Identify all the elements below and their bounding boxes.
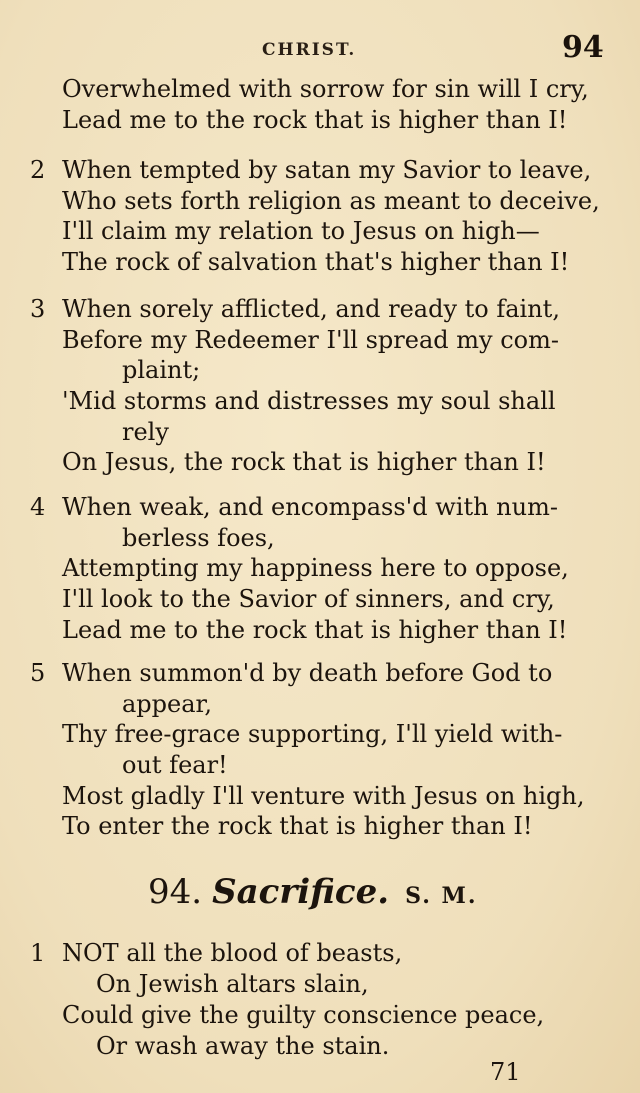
verse-line: 'Mid storms and distresses my soul shall	[62, 387, 556, 415]
verse-number: 1	[30, 939, 46, 967]
verse-line: plaint;	[122, 356, 201, 384]
verse-line: On Jewish altars slain,	[96, 970, 369, 998]
verse-line: out fear!	[122, 751, 228, 779]
verse-line: berless foes,	[122, 524, 275, 552]
verse-line: When weak, and encompass'd with num-	[62, 493, 558, 521]
verse-line: Lead me to the rock that is higher than I!	[62, 616, 568, 644]
verse-line: When summon'd by death before God to	[62, 659, 553, 687]
verse-line: appear,	[122, 690, 213, 718]
verse-line: I'll look to the Savior of sinners, and cry,	[62, 585, 555, 613]
verse-line: Lead me to the rock that is higher than I!	[62, 106, 568, 134]
hymn-title: Sacrifice.	[212, 872, 390, 912]
hymn-number: 94.	[148, 872, 203, 912]
verse-line: Attempting my happiness here to oppose,	[62, 554, 569, 582]
verse-line: rely	[122, 418, 169, 446]
verse-line: Most gladly I'll venture with Jesus on high,	[62, 782, 585, 810]
verse-number: 3	[30, 295, 46, 323]
hymn-meter: S. M.	[405, 883, 478, 909]
verse-line: Before my Redeemer I'll spread my com-	[62, 326, 559, 354]
verse-line: Could give the guilty conscience peace,	[62, 1001, 545, 1029]
verse-line: When tempted by satan my Savior to leave,	[62, 156, 592, 184]
verse-line: Who sets forth religion as meant to deceive,	[62, 187, 600, 215]
verse-number: 2	[30, 156, 46, 184]
verse-line: NOT all the blood of beasts,	[62, 939, 403, 967]
verse-line: The rock of salvation that's higher than I!	[62, 248, 570, 276]
verse-number: 4	[30, 493, 46, 521]
verse-line: On Jesus, the rock that is higher than I!	[62, 448, 546, 476]
verse-line: I'll claim my relation to Jesus on high—	[62, 217, 540, 245]
verse-number: 5	[30, 659, 46, 687]
hymn-heading	[148, 870, 478, 918]
page-number-bottom: 71	[490, 1058, 521, 1086]
running-head: CHRIST.	[262, 40, 357, 60]
verse-line: To enter the rock that is higher than I!	[62, 812, 533, 840]
page-number-top: 94	[562, 30, 604, 65]
verse-line: Overwhelmed with sorrow for sin will I cry,	[62, 75, 589, 103]
verse-line: Thy free-grace supporting, I'll yield with-	[62, 720, 563, 748]
verse-line: Or wash away the stain.	[96, 1032, 390, 1060]
verse-line: When sorely afflicted, and ready to faint,	[62, 295, 560, 323]
